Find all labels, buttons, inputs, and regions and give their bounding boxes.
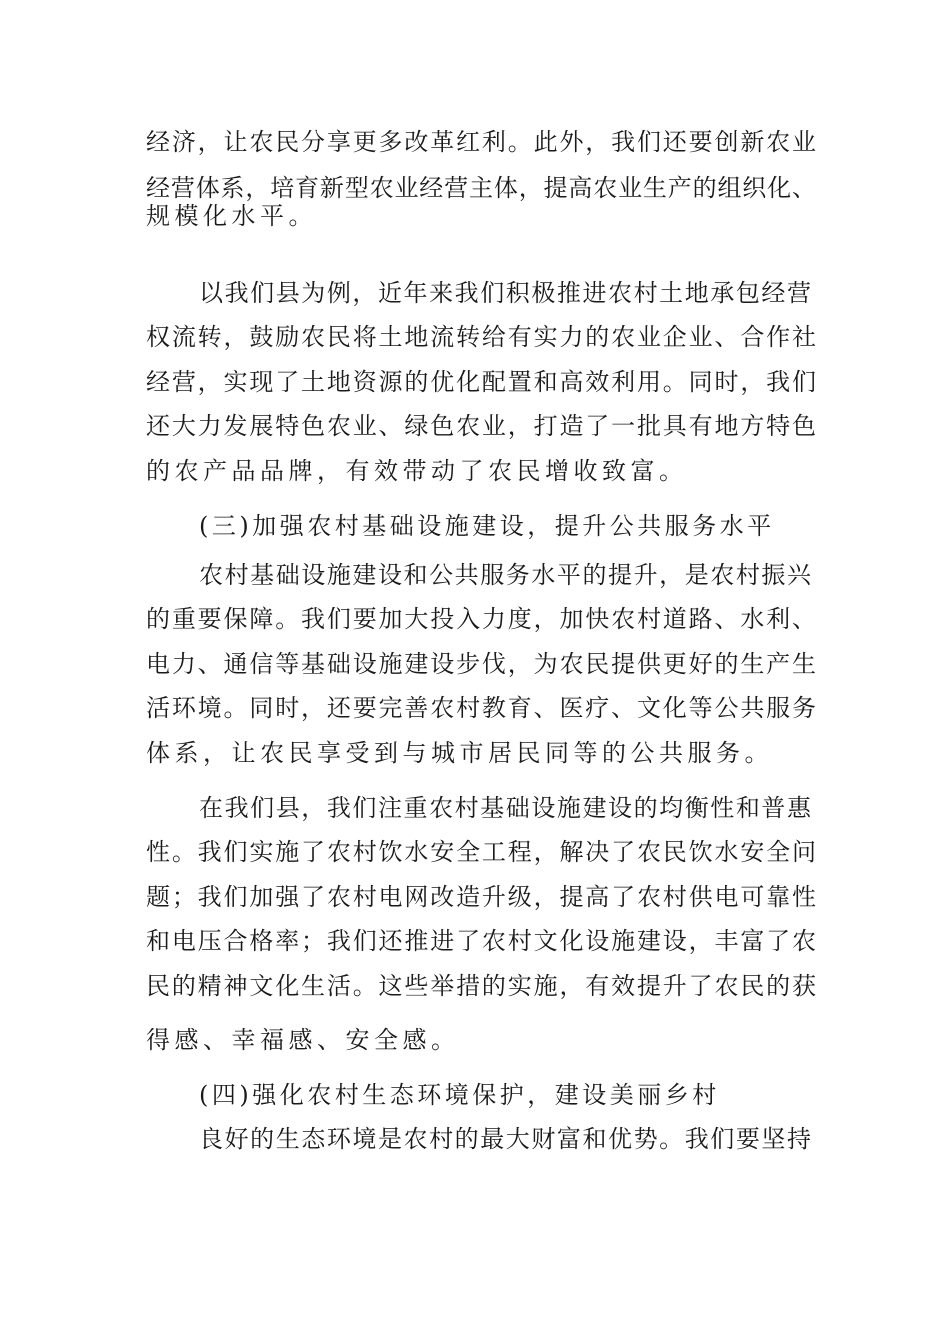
- text-line: 规模化水平。: [146, 202, 317, 230]
- text-line: 的重要保障。我们要加大投入力度，加快农村道路、水利、: [146, 605, 816, 633]
- text-line: 农村基础设施建设和公共服务水平的提升，是农村振兴: [199, 561, 811, 589]
- text-line: 和电压合格率；我们还推进了农村文化设施建设，丰富了农: [146, 927, 816, 955]
- text-line: 权流转，鼓励农民将土地流转给有实力的农业企业、合作社: [146, 323, 816, 351]
- text-line: 电力、通信等基础设施建设步伐，为农民提供更好的生产生: [146, 650, 816, 678]
- text-line: 经营，实现了土地资源的优化配置和高效利用。同时，我们: [146, 368, 816, 396]
- text-line: 以我们县为例，近年来我们积极推进农村土地承包经营: [199, 279, 811, 307]
- text-line: 性。我们实施了农村饮水安全工程，解决了农民饮水安全问: [146, 838, 816, 866]
- text-line: 得感、幸福感、安全感。: [146, 1026, 460, 1054]
- text-line: 良好的生态环境是农村的最大财富和优势。我们要坚持: [199, 1125, 811, 1153]
- text-line: 题；我们加强了农村电网改造升级，提高了农村供电可靠性: [146, 883, 816, 911]
- section-heading: (三)加强农村基础设施建设，提升公共服务水平: [199, 512, 775, 540]
- text-line: 的农产品品牌，有效带动了农民增收致富。: [146, 457, 688, 485]
- text-line: 活环境。同时，还要完善农村教育、医疗、文化等公共服务: [146, 694, 816, 722]
- text-line: 经济，让农民分享更多改革红利。此外，我们还要创新农业: [146, 128, 816, 156]
- text-line: 民的精神文化生活。这些举措的实施，有效提升了农民的获: [146, 972, 816, 1000]
- text-line: 经营体系，培育新型农业经营主体，提高农业生产的组织化、: [146, 174, 816, 202]
- text-line: 在我们县，我们注重农村基础设施建设的均衡性和普惠: [199, 794, 811, 822]
- text-line: 还大力发展特色农业、绿色农业，打造了一批具有地方特色: [146, 412, 816, 440]
- section-heading: (四)强化农村生态环境保护，建设美丽乡村: [199, 1081, 720, 1109]
- text-line: 体系，让农民享受到与城市居民同等的公共服务。: [146, 739, 773, 767]
